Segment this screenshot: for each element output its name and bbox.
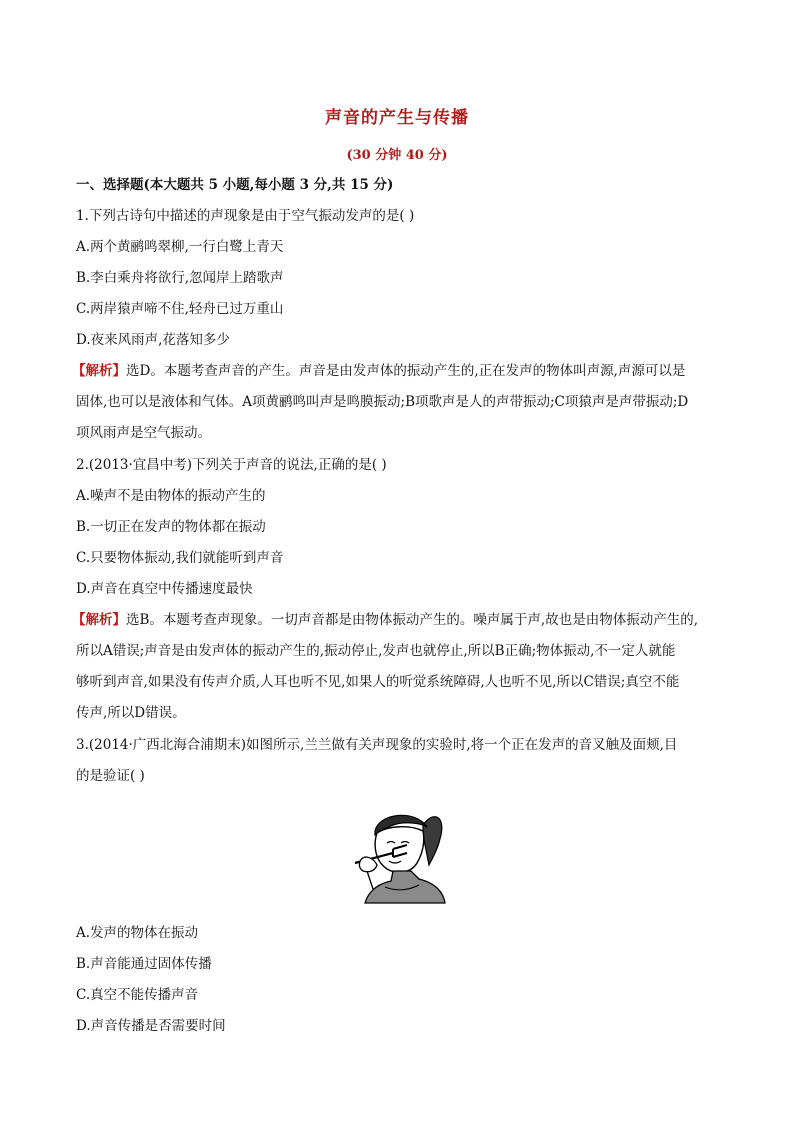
question-2-stem: 2.(2013·宜昌中考)下列关于声音的说法,正确的是( )	[76, 457, 387, 473]
question-1-option-d: D.夜来风雨声,花落知多少	[76, 332, 230, 348]
question-3-stem: 3.(2014·广西北海合浦期末)如图所示,兰兰做有关声现象的实验时,将一个正在发声的音叉触及面颊,目	[76, 737, 678, 753]
question-2-option-c: C.只要物体振动,我们就能听到声音	[76, 550, 284, 566]
question-2-analysis-line: 传声,所以D错误。	[76, 705, 186, 721]
question-1-analysis-line	[72, 361, 722, 381]
question-2-option-b: B.一切正在发声的物体都在振动	[76, 519, 266, 535]
time-score-note: (30 分钟 40 分)	[346, 148, 448, 163]
question-2-option-d: D.声音在真空中传播速度最快	[76, 581, 253, 597]
question-1-analysis-line: 项风雨声是空气振动。	[76, 425, 211, 441]
section-heading: 一、选择题(本大题共 5 小题,每小题 3 分,共 15 分)	[76, 177, 394, 193]
analysis-tag: 【解析】	[72, 612, 126, 628]
question-3-option-b: B.声音能通过固体传播	[76, 956, 212, 972]
question-3-stem: 的是验证( )	[76, 768, 145, 784]
question-2-option-a: A.噪声不是由物体的振动产生的	[76, 488, 266, 504]
girl-tuning-fork-illustration	[345, 805, 457, 907]
question-3-option-c: C.真空不能传播声音	[76, 987, 199, 1003]
question-1-stem: 1.下列古诗句中描述的声现象是由于空气振动发声的是( )	[76, 208, 415, 224]
question-1-option-c: C.两岸猿声啼不住,轻舟已过万重山	[76, 301, 284, 317]
analysis-tag: 【解析】	[72, 363, 126, 379]
question-2-analysis-line	[72, 610, 722, 630]
page-title: 声音的产生与传播	[325, 108, 469, 128]
question-1-option-b: B.李白乘舟将欲行,忽闻岸上踏歌声	[76, 270, 284, 286]
analysis-text: 选B。本题考查声现象。一切声音都是由物体振动产生的。噪声属于声,故也是由物体振动产生的,	[126, 612, 699, 628]
analysis-text: 选D。本题考查声音的产生。声音是由发声体的振动产生的,正在发声的物体叫声源,声源可以是	[126, 363, 686, 379]
question-3-option-a: A.发声的物体在振动	[76, 925, 199, 941]
question-3-option-d: D.声音传播是否需要时间	[76, 1018, 226, 1034]
question-1-analysis-line: 固体,也可以是液体和气体。A项黄鹂鸣叫声是鸣膜振动;B项歌声是人的声带振动;C项猿声是声带振动;D	[76, 394, 689, 410]
question-2-analysis-line: 所以A错误;声音是由发声体的振动产生的,振动停止,发声也就停止,所以B正确;物体振动,不一定人就能	[76, 643, 676, 659]
question-1-option-a: A.两个黄鹂鸣翠柳,一行白鹭上青天	[76, 239, 284, 255]
question-2-analysis-line: 够听到声音,如果没有传声介质,人耳也听不见,如果人的听觉系统障碍,人也听不见,所以C错误;真空不能	[76, 674, 680, 690]
